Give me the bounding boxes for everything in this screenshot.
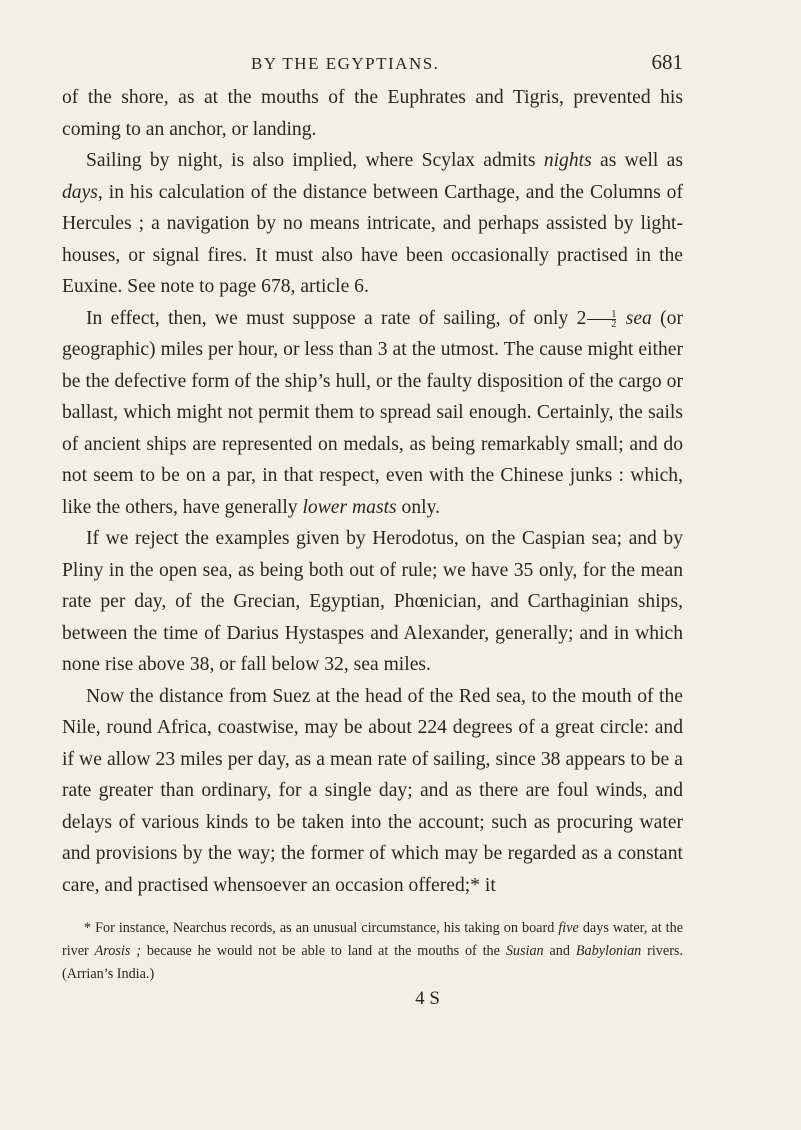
italic-lower-masts: lower masts	[302, 496, 397, 518]
paragraph-4	[62, 523, 683, 681]
fraction-numerator: 1	[587, 310, 616, 320]
paragraph-3-text-c: only.	[396, 496, 441, 518]
page-number: 681	[651, 50, 683, 74]
paragraph-1-text: of the shore, as at the mouths of the Euphrates and Tigris, prevented his coming to an anchor, or landing.	[62, 87, 683, 140]
footnote-text-d: and	[543, 943, 576, 959]
footnote-text-c: because he would not be able to land at the mouths of the	[140, 943, 506, 959]
fraction-denominator: 2	[611, 318, 617, 330]
running-title: BY THE EGYPTIANS.	[251, 54, 440, 73]
paragraph-2-text-b: as well as	[591, 150, 683, 171]
italic-nights: nights	[543, 150, 592, 171]
italic-babylonian: Babylonian	[575, 943, 642, 959]
footnote-text-a: * For instance, Nearchus records, as an unusual circumstance, his taking on board	[84, 920, 559, 936]
paragraph-3	[62, 303, 683, 524]
footnote	[62, 917, 683, 986]
footnote-text-b: days water, at the river	[62, 920, 683, 959]
signature-mark: 4 S	[415, 988, 440, 1009]
paragraph-2-text-c: , in his calculation of the distance between Carthage, and the Columns of Hercules ; a navigation by no means intricate, and perhaps assisted by light-houses, or signal fires. It must also have been occasionally practised in the Euxine. See note to page 678, article 6.	[62, 181, 683, 297]
italic-five: five	[558, 920, 579, 936]
fraction-one-half	[587, 310, 616, 329]
italic-susian: Susian	[505, 943, 544, 959]
italic-sea: sea	[625, 307, 652, 329]
book-page	[62, 48, 683, 1010]
paragraph-2-text-a: Sailing by night, is also implied, where Scylax admits	[86, 150, 544, 171]
paragraph-5-text: Now the distance from Suez at the head of the Red sea, to the mouth of the Nile, round Africa, coastwise, may be about 224 degrees of a great circle: and if we allow 23 miles per day, as a mean rate of sailing, since 38 appears to be a rate greater than ordinary, for a single day; and as there are foul winds, and delays of various kinds to be taken into the account; such as procuring water and provisions by the way; the former of which may be regarded as a constant care, and practised whensoever an occasion offered;* it	[62, 685, 683, 896]
paragraph-1	[62, 82, 683, 145]
footnote-text-e: rivers. (Arrian’s India.)	[62, 943, 683, 982]
paragraph-3-text-b: (or geographic) miles per hour, or less than 3 at the utmost. The cause might either be the defective form of the ship’s hull, or the faulty disposition of the cargo or ballast, which might not permit them to spread sail enough. Certainly, the sails of ancient ships are represented on medals, as being remarkably small; and do not seem to be on a par, in that respect, even with the Chinese junks : which, like the others, have generally	[62, 307, 683, 518]
paragraph-2	[62, 145, 683, 303]
italic-days: days	[62, 181, 98, 203]
running-head	[62, 48, 683, 82]
paragraph-5	[62, 681, 683, 902]
italic-arosis: Arosis ;	[94, 943, 141, 959]
paragraph-4-text: If we reject the examples given by Herodotus, on the Caspian sea; and by Pliny in the open sea, as being both out of rule; we have 35 only, for the mean rate per day, of the Grecian, Egyptian, Phœnician, and Carthaginian ships, between the time of Darius Hystaspes and Alexander, generally; and in which none rise above 38, or fall below 32, sea miles.	[62, 528, 683, 675]
body-text	[62, 82, 683, 901]
paragraph-3-text-a: In effect, then, we must suppose a rate of sailing, of only 2	[86, 307, 587, 329]
